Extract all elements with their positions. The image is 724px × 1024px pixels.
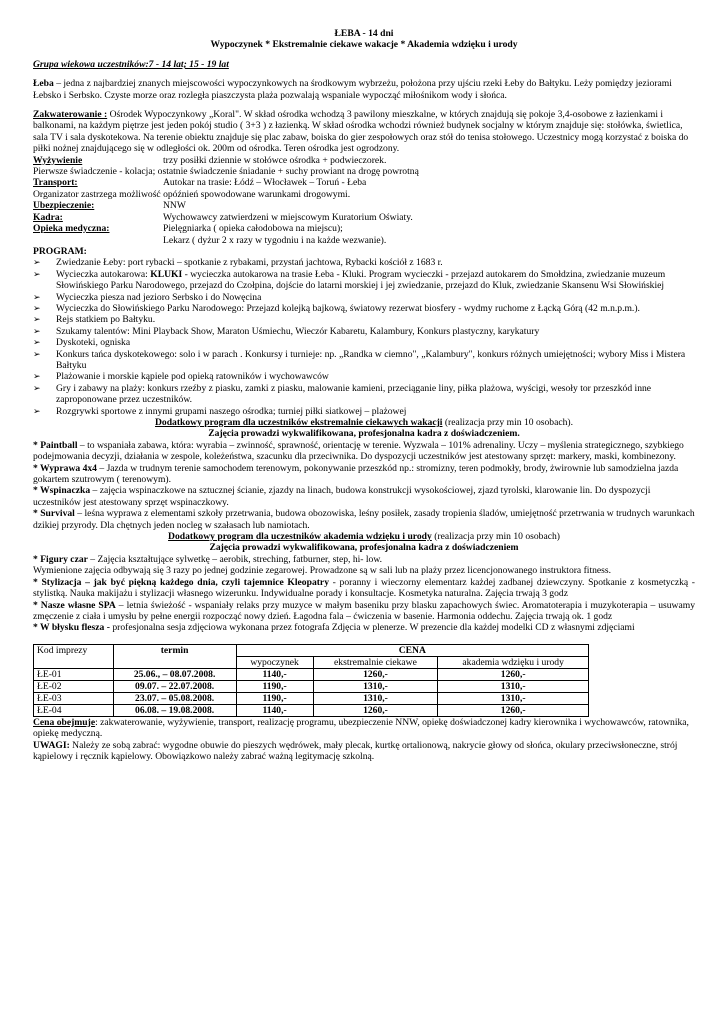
intro-lead: Łeba <box>33 78 54 90</box>
info-label: Ubezpieczenie: <box>33 200 95 212</box>
table-cell: 1260,- <box>438 668 589 680</box>
intro-text: – jedna z najbardziej znanych miejscowości wypoczynkowych na środkowym wybrzeżu, położona przy ujściu rzeki Łeby do Bałtyku. Leży pomiędzy jeziorami Łebsko i Serbsko. Czyste morze oraz rozległa piaszczysta plaża pozwalają wspaniale wypocząć miłośnikom wody i słońca. <box>33 78 672 101</box>
academy-staff: Zajęcia prowadzi wykwalifikowana, profesjonalna kadra z doświadczeniem <box>209 542 519 554</box>
table-cell: ŁE-01 <box>34 668 114 680</box>
table-row <box>34 680 589 692</box>
program-item: ➢ Plażowanie i morskie kąpiele pod opieką ratowników i wychowawców <box>33 371 329 383</box>
info-row <box>33 155 695 166</box>
table-cell: ŁE-03 <box>34 692 114 704</box>
lodging-text: Ośrodek Wypoczynkowy „Koral". W skład ośrodka wchodzą 3 pawilony mieszkalne, w których znajdują się pokoje 3,4-osobowe z łazienkami i balkonami, na każdym piętrze jest jeden pokój studio ( 3+3 ) z łazienką. W skład ośrodka wchodzi również budynek socjalny w którym znajduje się: stołówka, świetlica, sala TV i sala dyskotekowa. Na terenie obiektu znajduje się plac zabaw, boiska do gier zespołowych oraz stół do tenisa stołowego. Uczestnicy mogą korzystać z boiska do piłki nożnej znajdującego się w odległości ok. 200m od ośrodka. Teren ośrodka jest ogrodzony. <box>33 109 689 155</box>
document-page <box>33 28 695 762</box>
arrow-bullet-icon: ➢ <box>33 382 41 393</box>
arrow-bullet-icon: ➢ <box>33 337 41 348</box>
table-cell: 1140,- <box>236 668 313 680</box>
info-row <box>33 212 695 223</box>
arrow-bullet-icon: ➢ <box>33 314 41 325</box>
arrow-bullet-icon: ➢ <box>33 291 41 302</box>
info-label: Opieka medyczna: <box>33 223 110 235</box>
arrow-bullet-icon: ➢ <box>33 257 41 268</box>
program-item: ➢ Rozgrywki sportowe z innymi grupami naszego ośrodka; turniej piłki siatkowej – plażowej <box>33 405 407 417</box>
extreme-item: * Wspinaczka – zajęcia wspinaczkowe na sztucznej ścianie, zjazdy na linach, budowa konstrukcji wysokościowej, zjazd tyrolski, klarowanie lin. Do dyspozycji uczestników jest atestowany sprzęt wspinaczkowy. <box>33 485 651 508</box>
academy-item: * Stylizacja – jak być piękną każdego dnia, czyli tajemnice Kleopatry - poranny i wieczorny elementarz każdej zadbanej dziewczyny. Spotkanie z kosmetyczką - stylistką. Nauka makijażu i stylizacji własnego wizerunku. Indywidualne porady i konsultacje. Kosmetyka naturalna. Zajęcia trwają 3 godz <box>33 576 695 600</box>
subheader-cell: akademia wdzięku i urody <box>438 656 589 668</box>
info-row <box>33 200 695 211</box>
table-cell: ŁE-02 <box>34 680 114 692</box>
table-cell: ŁE-04 <box>34 704 114 716</box>
table-cell: 1260,- <box>438 704 589 716</box>
program-item: ➢ Rejs statkiem po Bałtyku. <box>33 314 156 326</box>
academy-item: Wymienione zajęcia odbywają się 3 razy po jednej godzinie zegarowej. Prowadzone są w sali lub na plaży przez licencjonowanego instruktora fitness. <box>33 565 612 577</box>
info-row: Pierwsze świadczenie - kolacja; ostatnie świadczenie śniadanie + suchy prowiant na drogę powrotną <box>33 166 419 178</box>
arrow-bullet-icon: ➢ <box>33 371 41 382</box>
program-item: ➢ Wycieczka piesza nad jezioro Serbsko i do Nowęcina <box>33 291 262 303</box>
table-row <box>34 704 589 716</box>
arrow-bullet-icon: ➢ <box>33 405 41 416</box>
info-row <box>33 177 695 188</box>
program-item: ➢ Wycieczka do Słowińskiego Parku Narodowego: Przejazd kolejką bajkową, światowy rezerwat biosfery - wydmy ruchome z Łącką Górą (42 m.n.p.m.). <box>33 302 640 314</box>
info-row <box>33 235 695 246</box>
arrow-bullet-icon: ➢ <box>33 348 41 359</box>
info-rows <box>33 155 695 246</box>
info-label: Wyżywienie <box>33 154 83 166</box>
info-value: Pielęgniarka ( opieka całodobowa na miejscu); <box>163 223 343 235</box>
academy-item: * Nasze własne SPA – letnia świeżość - wspaniały relaks przy muzyce w małym baseniku przy blasku zapachowych świec. Aromatoterapia i muzykoterapia – usuwamy zmęczenie z ciała i umysłu by pełne energii rozpocząć nowy dzień. Łagodna fala – ćwiczenia w basenie. Harmonia oddechu. Zajęcia trwają ok. 1 godz <box>33 599 695 622</box>
academy-heading: Dodatkowy program dla uczestników akademia wdzięku i urody (realizacja przy min 10 osobach) <box>168 531 560 543</box>
academy-item: * W błysku flesza - profesjonalna sesja zdjęciowa wykonana przez fotografa Zdjęcia w plenerze. W prezencie dla każdej modelki CD z własnymi zdjęciami <box>33 622 635 634</box>
arrow-bullet-icon: ➢ <box>33 325 41 336</box>
header-price: CENA <box>236 644 588 656</box>
program-title: PROGRAM: <box>33 245 87 257</box>
subheader-cell: wypoczynek <box>236 656 313 668</box>
extreme-item: * Survival – leśna wyprawa z elementami szkoły przetrwania, budowa obozowiska, leśny posiłek, zasady tropienia śladów, umiejętność przetrwania w trudnych warunkach dzikiej przyrody. Dla chętnych jeden nocleg w szałasach lub namiotach. <box>33 508 695 531</box>
info-value: Lekarz ( dyżur 2 x razy w tygodniu i na każde wezwanie). <box>163 234 387 246</box>
table-header-row <box>34 644 589 656</box>
header-code: Kod imprezy <box>34 644 114 668</box>
table-cell: 1260,- <box>313 668 438 680</box>
doc-title: ŁEBA - 14 dni <box>334 28 394 39</box>
lodging-label: Zakwaterowanie : <box>33 109 108 121</box>
table-cell: 23.07. – 05.08.2008. <box>113 692 236 704</box>
table-cell: 1310,- <box>313 692 438 704</box>
info-value: Wychowawcy zatwierdzeni w miejscowym Kuratorium Oświaty. <box>163 211 413 223</box>
table-cell: 1190,- <box>236 680 313 692</box>
program-item: ➢ Szukamy talentów: Mini Playback Show, Maraton Uśmiechu, Wieczór Kabaretu, Kalambury, Konkurs plastyczny, karykatury <box>33 325 540 337</box>
table-cell: 1190,- <box>236 692 313 704</box>
info-row: Organizator zastrzega możliwość opóźnień spowodowane warunkami drogowymi. <box>33 188 351 200</box>
extreme-item: * Wyprawa 4x4 – Jazda w trudnym terenie samochodem terenowym, pokonywanie przeszkód np.: stromizny, teren podmokły, brody, żwirownie lub samodzielna jazda gokartem szutrowym ( terenowym). <box>33 462 679 486</box>
program-item: ➢ Zwiedzanie Łeby: port rybacki – spotkanie z rybakami, przystań jachtowa, Rybacki kościół z 1683 r. <box>33 257 443 269</box>
table-cell: 1310,- <box>438 692 589 704</box>
table-cell: 1310,- <box>438 680 589 692</box>
extreme-staff: Zajęcia prowadzi wykwalifikowana, profesjonalna kadra z doświadczeniem. <box>208 428 520 440</box>
table-cell: 1260,- <box>313 704 438 716</box>
program-list <box>33 257 695 417</box>
intro-paragraph <box>33 78 695 101</box>
age-group: Grupa wiekowa uczestników:7 - 14 lat; 15 - 19 lat <box>33 58 229 70</box>
lodging-paragraph <box>33 109 695 155</box>
price-includes: Cena obejmuje: zakwaterowanie, wyżywienie, transport, realizację programu, ubezpieczenie NNW, opiekę doświadczonej kadry kierownika i wychowawców, ratownika, opiekę medyczną. <box>33 716 689 740</box>
academy-item: * Figury czar – Zajęcia kształtujące sylwetkę – aerobik, streching, fatburner, step, hi- low. <box>33 553 383 565</box>
doc-subtitle: Wypoczynek * Ekstremalnie ciekawe wakacje * Akademia wdzięku i urody <box>210 39 518 51</box>
info-value: NNW <box>163 200 186 212</box>
info-label <box>33 235 163 246</box>
header-term: termin <box>113 644 236 668</box>
program-item: ➢ Konkurs tańca dyskotekowego: solo i w parach . Konkursy i turnieje: np. „Randka w ciemno", „Kalambury", konkurs różnych umiejętności; wybory Miss i Mistera Bałtyku <box>33 348 686 371</box>
extreme-item: * Paintball – to wspaniała zabawa, która: wyrabia – zwinność, sprawność, orientację w terenie. Wyzwala – 101% adrenaliny. Uczy – myślenia strategicznego, szybkiego podejmowania decyzji, działania w zespole, koleżeństwa, szacunku dla przeciwnika. Do dyspozycji uczestników jest atestowany sprzęt: markery, maski, kombinezony. <box>33 439 684 463</box>
arrow-bullet-icon: ➢ <box>33 302 41 313</box>
table-row <box>34 668 589 680</box>
extreme-heading: Dodatkowy program dla uczestników ekstremalnie ciekawych wakacji (realizacja przy min 10 osobach). <box>155 417 573 428</box>
table-row <box>34 692 589 704</box>
program-item: ➢ Gry i zabawy na plaży: konkurs rzeźby z piasku, zamki z piasku, malowanie kamieni, przeciąganie liny, piłka plażowa, wyścigi, wesoły tor przeszkód inne zaproponowane przez uczestników. <box>33 382 652 406</box>
table-cell: 1310,- <box>313 680 438 692</box>
info-row <box>33 223 695 234</box>
info-label: Transport: <box>33 177 78 189</box>
table-cell: 25.06., – 08.07.2008. <box>113 668 236 680</box>
arrow-bullet-icon: ➢ <box>33 268 41 279</box>
info-label: Kadra: <box>33 211 63 223</box>
info-value: trzy posiłki dziennie w stołówce ośrodka + podwieczorek. <box>163 154 387 166</box>
price-table <box>33 644 589 717</box>
table-cell: 06.08. – 19.08.2008. <box>113 704 236 716</box>
program-item: ➢ Dyskoteki, ogniska <box>33 337 131 349</box>
subheader-cell: ekstremalnie ciekawe <box>313 656 438 668</box>
info-value: Autokar na trasie: Łódź – Włocławek – Toruń - Łeba <box>163 177 367 189</box>
program-item: ➢ Wycieczka autokarowa: KLUKI - wycieczka autokarowa na trasie Łeba - Kluki. Program wycieczki - przejazd autokarem do Smołdzina, zwiedzanie muzeum Słowińskiego Parku Narodowego, przejazd do Czołpina, dojście do latarni morskiej i jej zwiedzanie, przejazd do Kluk, zwiedzanie Skansenu Wsi Słowińskiej <box>33 268 666 292</box>
table-cell: 09.07. – 22.07.2008. <box>113 680 236 692</box>
notes: UWAGI: Należy ze sobą zabrać: wygodne obuwie do pieszych wędrówek, mały plecak, kurtkę ortalionową, nakrycie głowy od słońca, okulary przeciwsłoneczne, strój kąpielowy i ręcznik kąpielowy. Obowiązkowo należy zabrać ważną legitymację szkolną. <box>33 739 678 762</box>
table-cell: 1140,- <box>236 704 313 716</box>
